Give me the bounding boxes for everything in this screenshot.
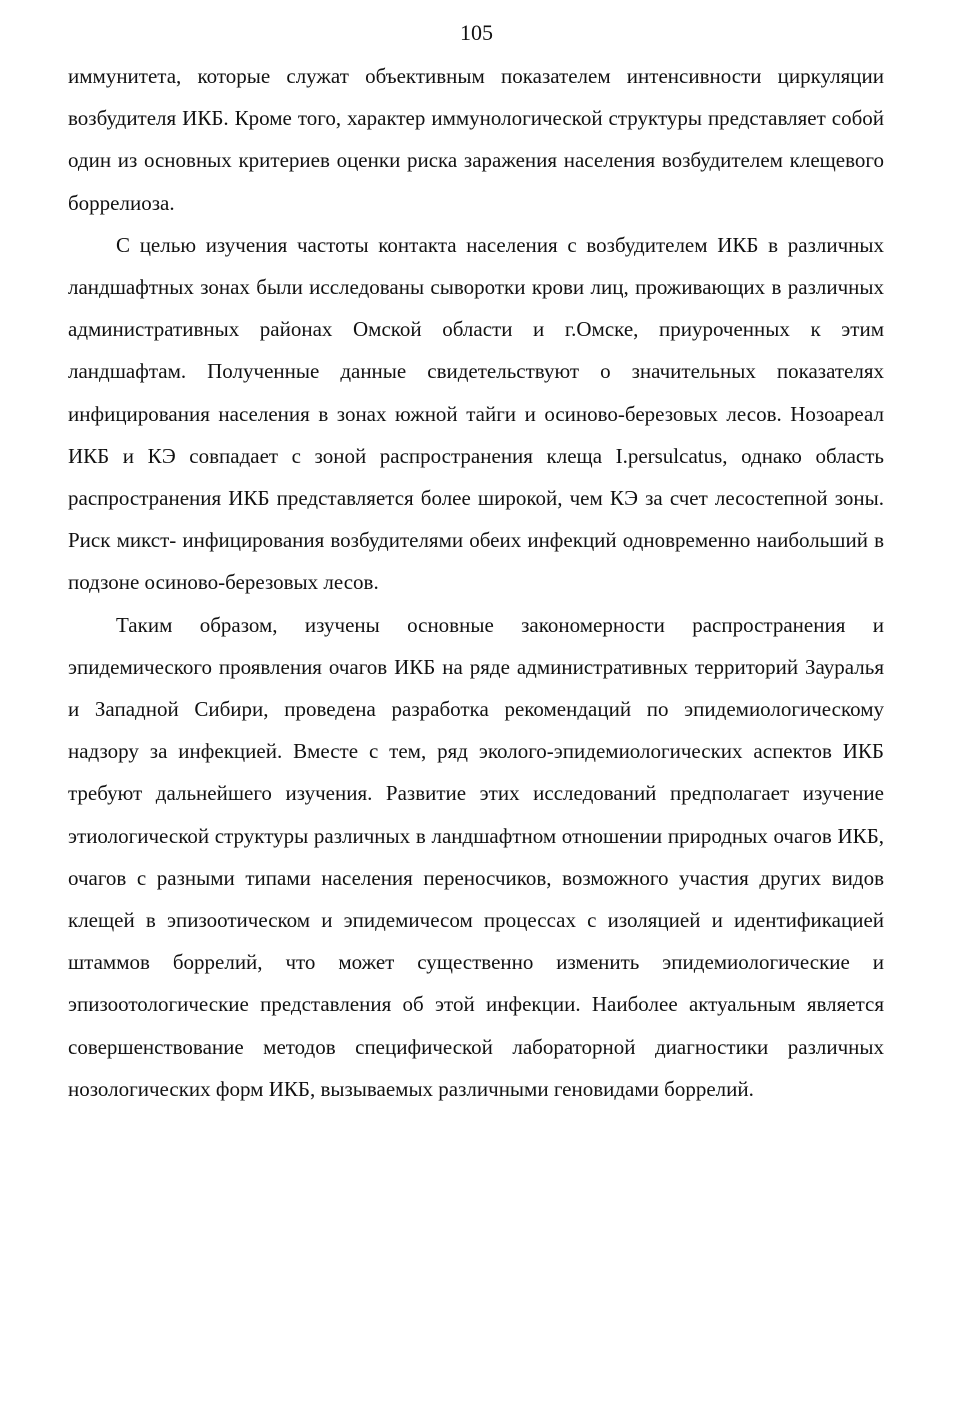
body-text	[68, 55, 884, 1110]
paragraph-conclusions: Таким образом, изучены основные закономерности распространения и эпидемического проявления очагов ИКБ на ряде административных территорий Зауралья и Западной Сибири, проведена разработка рекомендаций по эпидемиологическому надзору за инфекцией. Вместе с тем, ряд эколого-эпидемиологических аспектов ИКБ требуют дальнейшего изучения. Развитие этих исследований предполагает изучение этиологической структуры различных в ландшафтном отношении природных очагов ИКБ, очагов с разными типами населения переносчиков, возможного участия других видов клещей в эпизоотическом и эпидемичесом процессах с изоляцией и идентификацией штаммов боррелий, что может существенно изменить эпидемиологические и эпизоотологические представления об этой инфекции. Наиболее актуальным является совершенствование методов специфической лабораторной диагностики различных нозологических форм ИКБ, вызываемых различными геновидами боррелий.	[68, 612, 884, 1101]
page-number: 105	[460, 20, 493, 45]
paragraph-contact-study: С целью изучения частоты контакта населения с возбудителем ИКБ в различных ландшафтных зонах были исследованы сыворотки крови лиц, проживающих в различных административных районах Омской области и г.Омске, приуроченных к этим ландшафтам. Полученные данные свидетельствуют о значительных показателях инфицирования населения в зонах южной тайги и осиново-березовых лесов. Нозоареал ИКБ и КЭ совпадает с зоной распространения клеща I.persulcatus, однако область распространения ИКБ представляется более широкой, чем КЭ за счет лесостепной зоны. Риск микст- инфицирования возбудителями обеих инфекций одновременно наибольший в подзоне осиново-березовых лесов.	[68, 232, 884, 595]
paragraph-continuation: иммунитета, которые служат объективным показателем интенсивности циркуляции возбудителя ИКБ. Кроме того, характер иммунологической структуры представляет собой один из основных критериев оценки риска заражения населения возбудителем клещевого боррелиоза.	[68, 64, 884, 215]
